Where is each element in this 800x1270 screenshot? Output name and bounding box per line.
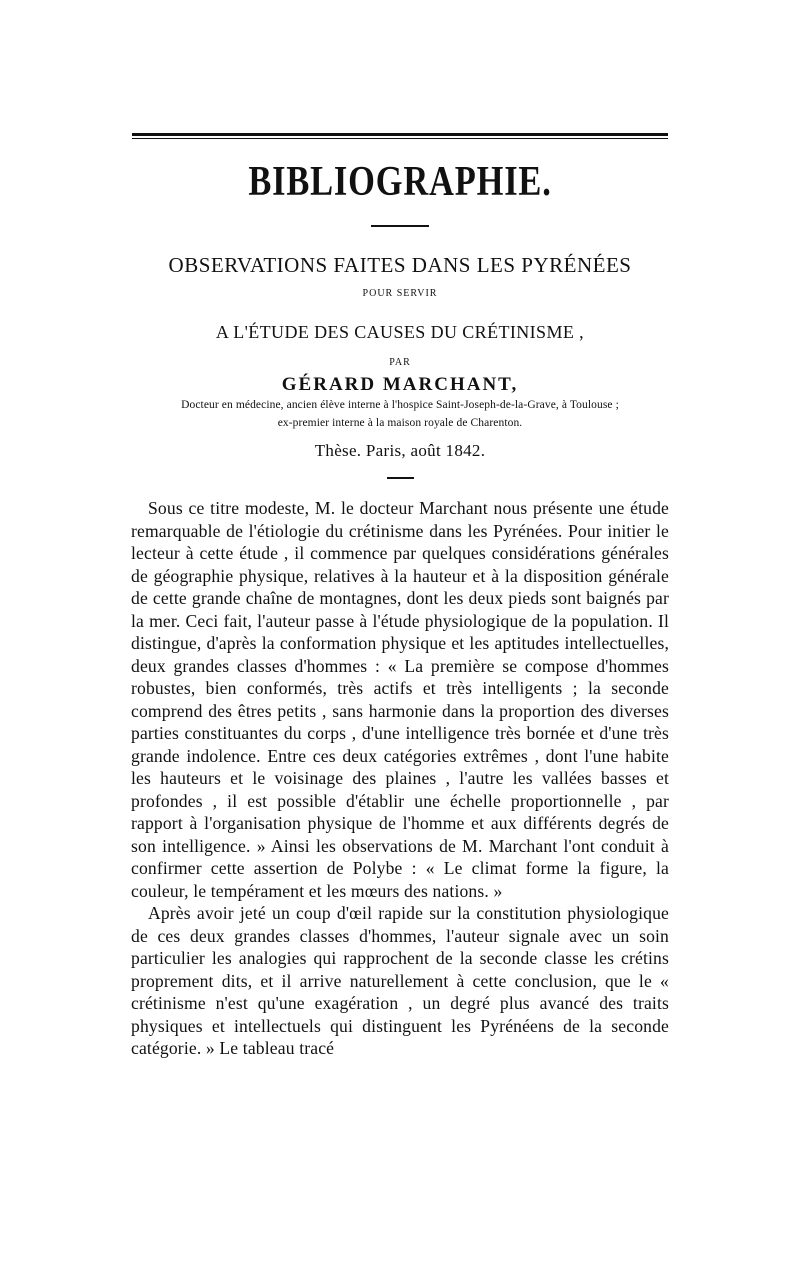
work-title-line1: OBSERVATIONS FAITES DANS LES PYRÉNÉES: [168, 253, 632, 277]
author-credentials-line1: Docteur en médecine, ancien élève interne à l'hospice Saint-Joseph-de-la-Grave, à Toulouse ;: [181, 399, 619, 411]
author-credentials-line2: ex-premier interne à la maison royale de Charenton.: [277, 417, 523, 429]
review-body: [131, 497, 669, 1060]
work-title-small2: PAR: [389, 357, 411, 368]
publication-info: Thèse. Paris, août 1842.: [314, 441, 486, 460]
heading-divider: [371, 225, 429, 227]
review-paragraph-2: Après avoir jeté un coup d'œil rapide sur la constitution physiologique de ces deux grandes classes d'hommes, l'auteur signale avec un soin particulier les analogies qui rapprochent de la seconde classe les crétins proprement dits, et il arrive naturellement à cette conclusion, que le « crétinisme n'est qu'une exagération , un degré plus avancé des traits physiques et intellectuels qui distinguent les Pyrénéens de la seconde catégorie. » Le tableau tracé: [131, 903, 669, 1058]
section-divider: [387, 477, 414, 479]
work-title-line2: A L'ÉTUDE DES CAUSES DU CRÉTINISME ,: [215, 322, 585, 342]
page-heading: BIBLIOGRAPHIE.: [248, 159, 552, 205]
work-title-small1: POUR SERVIR: [362, 288, 438, 299]
review-paragraph-1: Sous ce titre modeste, M. le docteur Marchant nous présente une étude remarquable de l'étiologie du crétinisme dans les Pyrénées. Pour initier le lecteur à cette étude , il commence par quelques considérations générales de géographie physique, relatives à la hauteur et à la disposition générale de cette grande chaîne de montagnes, dont les deux pieds sont baignés par la mer. Ceci fait, l'auteur passe à l'étude physiologique de la population. Il distingue, d'après la conformation physique et les aptitudes intellectuelles, deux grandes classes d'hommes : « La première se compose d'hommes robustes, bien conformés, très actifs et très intelligents ; la seconde comprend des êtres petits , sans harmonie dans la proportion des diverses parties constituantes du corps , d'une intelligence très bornée et d'une très grande indolence. Entre ces deux catégories extrêmes , dont l'une habite les hauteurs et le voisinage des plaines , l'autre les vallées basses et profondes , il est possible d'établir une échelle proportionnelle , par rapport à l'organisation physique de l'homme et aux différents degrés de son intelligence. » Ainsi les observations de M. Marchant l'ont conduit à confirmer cette assertion de Polybe : « Le climat forme la figure, la couleur, le tempérament et les mœurs des nations. »: [131, 498, 669, 901]
author-name: GÉRARD MARCHANT,: [281, 374, 519, 395]
top-double-rule: [132, 133, 668, 136]
